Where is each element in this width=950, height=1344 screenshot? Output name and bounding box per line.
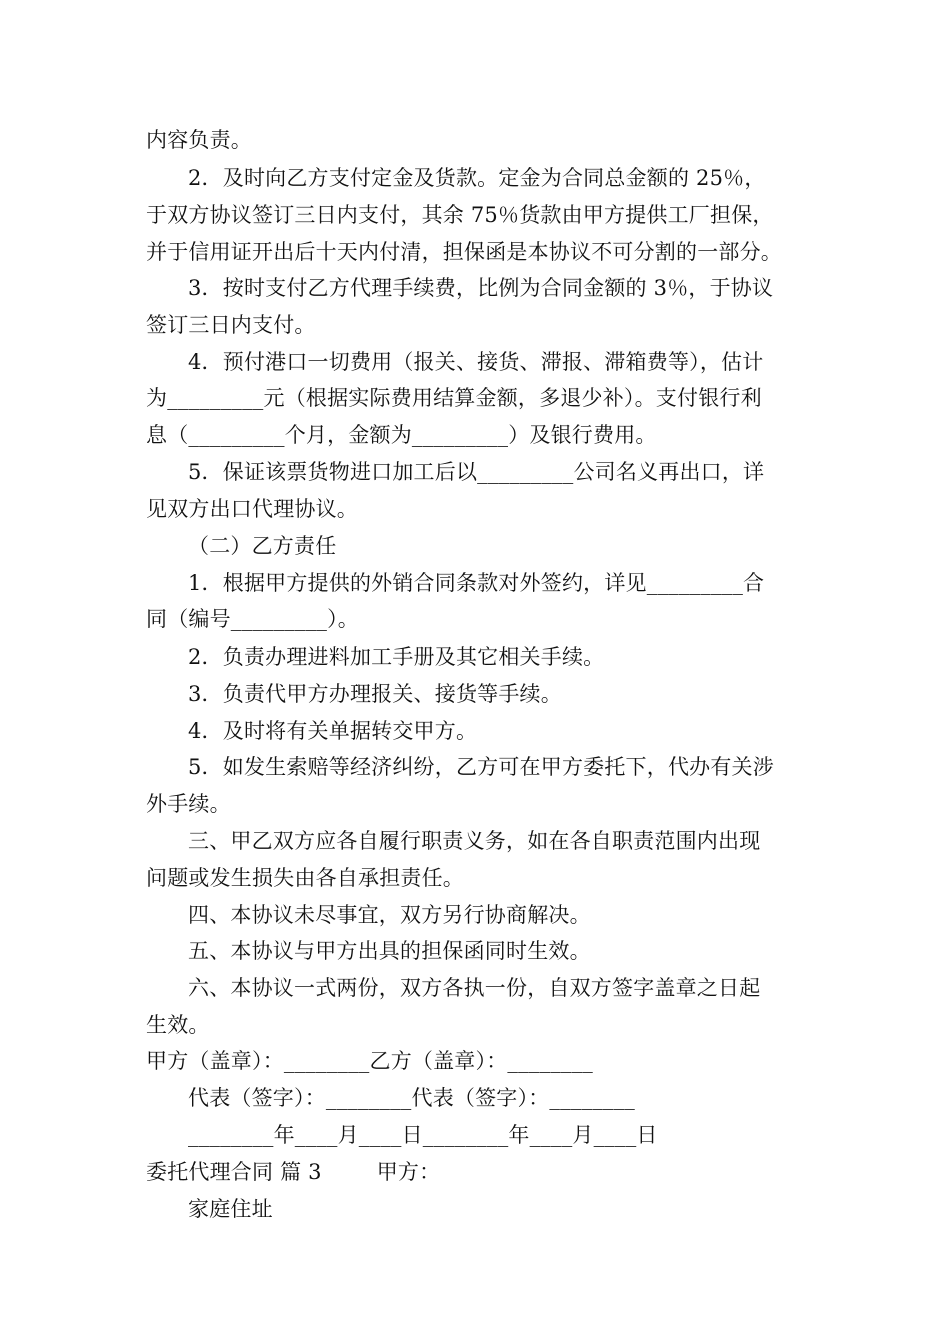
signature-line-party: 甲方（盖章）：________乙方（盖章）：________ — [146, 1049, 593, 1073]
section-heading: （二）乙方责任 — [188, 534, 337, 558]
paragraph-line: 同（编号_________）。 — [146, 607, 359, 631]
paragraph-line: 外手续。 — [146, 792, 231, 816]
paragraph-line: 4．预付港口一切费用（报关、接货、滞报、滞箱费等），估计 — [188, 350, 764, 374]
paragraph-line: 5．如发生索赔等经济纠纷，乙方可在甲方委托下，代办有关涉 — [188, 755, 774, 779]
paragraph-line: 内容负责。 — [146, 128, 252, 152]
paragraph-line: 4．及时将有关单据转交甲方。 — [188, 719, 478, 743]
signature-line-date: ________年____月____日________年____月____日 — [188, 1123, 658, 1147]
paragraph-line: 于双方协议签订三日内支付，其余 75％货款由甲方提供工厂担保， — [146, 203, 774, 227]
paragraph-line: 见双方出口代理协议。 — [146, 497, 358, 521]
paragraph-line: 3．按时支付乙方代理手续费，比例为合同金额的 3％，于协议 — [188, 276, 774, 300]
paragraph-line: 三、甲乙双方应各自履行职责义务，如在各自职责范围内出现 — [188, 829, 761, 853]
paragraph-line: 四、本协议未尽事宜，双方另行协商解决。 — [188, 903, 591, 927]
paragraph-line: 签订三日内支付。 — [146, 313, 316, 337]
paragraph-line: 息（_________个月，金额为_________）及银行费用。 — [146, 423, 657, 447]
paragraph-line: 家庭住址 — [188, 1197, 273, 1221]
contract-title-line: 委托代理合同 篇 3 甲方： — [146, 1160, 441, 1184]
paragraph-line: 六、本协议一式两份，双方各执一份，自双方签字盖章之日起 — [188, 976, 761, 1000]
paragraph-line: 2．及时向乙方支付定金及货款。定金为合同总金额的 25％， — [188, 166, 766, 190]
paragraph-line: 并于信用证开出后十天内付清，担保函是本协议不可分割的一部分。 — [146, 240, 782, 264]
paragraph-line: 5．保证该票货物进口加工后以_________公司名义再出口，详 — [188, 460, 765, 484]
paragraph-line: 为_________元（根据实际费用结算金额，多退少补）。支付银行利 — [146, 386, 762, 410]
paragraph-line: 2．负责办理进料加工手册及其它相关手续。 — [188, 645, 605, 669]
paragraph-line: 五、本协议与甲方出具的担保函同时生效。 — [188, 939, 591, 963]
paragraph-line: 问题或发生损失由各自承担责任。 — [146, 866, 464, 890]
signature-line-representative: 代表（签字）：________代表（签字）：________ — [188, 1086, 635, 1110]
paragraph-line: 1．根据甲方提供的外销合同条款对外签约，详见_________合 — [188, 571, 765, 595]
paragraph-line: 3．负责代甲方办理报关、接货等手续。 — [188, 682, 562, 706]
paragraph-line: 生效。 — [146, 1013, 210, 1037]
